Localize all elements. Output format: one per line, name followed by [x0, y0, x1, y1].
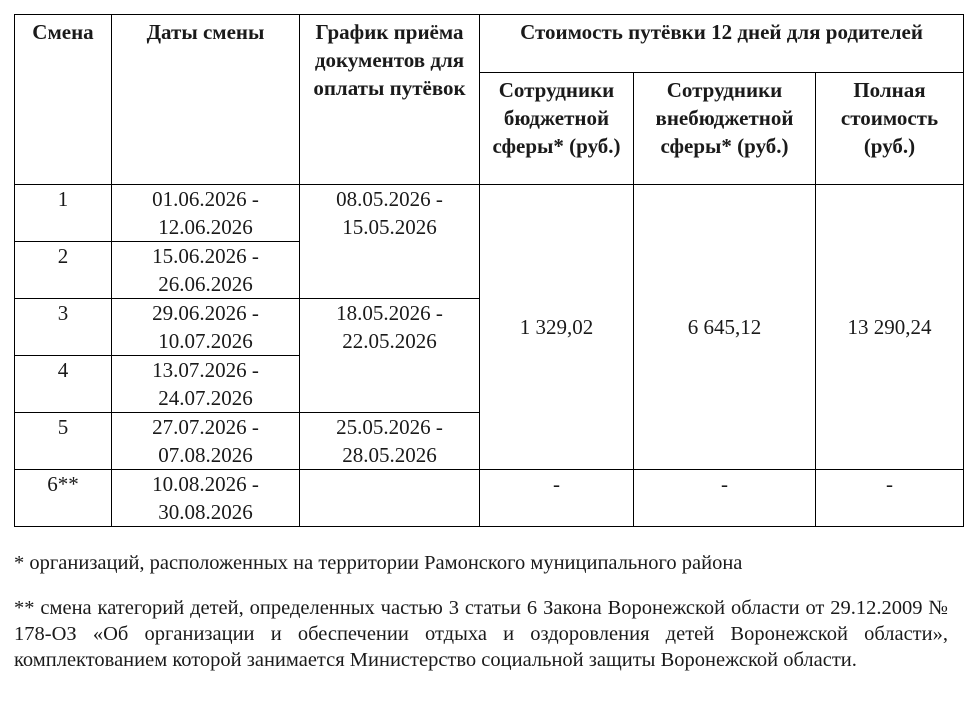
shift-dates: 01.06.2026 - 12.06.2026: [112, 185, 300, 242]
header-budget: Сотрудники бюджетной сферы* (руб.): [480, 73, 634, 185]
header-full-cost: Полная стоимость (руб.): [816, 73, 964, 185]
header-cost-group: Стоимость путёвки 12 дней для родителей: [480, 15, 964, 73]
table-row: [15, 185, 964, 242]
header-dates: Даты смены: [112, 15, 300, 185]
shift-number: 4: [15, 356, 112, 413]
price-full: 13 290,24: [816, 185, 964, 470]
shift-number: 6**: [15, 470, 112, 527]
price-budget: 1 329,02: [480, 185, 634, 470]
footnote-special-shift: ** смена категорий детей, определенных частью 3 статьи 6 Закона Воронежской области от 29.12.2009 № 178-ОЗ «Об организации и обеспечении отдыха и оздоровления детей Воронежской области», комплектованием которой занимается Министерство социальной защиты Воронежской области.: [14, 597, 948, 671]
header-schedule: График приёма документов для оплаты путёвок: [300, 15, 480, 185]
footnote-organizations: * организаций, расположенных на территории Рамонского муниципального района: [14, 552, 743, 574]
schedule-period: [300, 470, 480, 527]
shift-dates: 15.06.2026 - 26.06.2026: [112, 242, 300, 299]
shift-dates: 10.08.2026 - 30.08.2026: [112, 470, 300, 527]
shift-dates: 27.07.2026 - 07.08.2026: [112, 413, 300, 470]
shift-number: 2: [15, 242, 112, 299]
header-shift: Смена: [15, 15, 112, 185]
shift-number: 3: [15, 299, 112, 356]
price-nonbudget: -: [634, 470, 816, 527]
schedule-period: 25.05.2026 - 28.05.2026: [300, 413, 480, 470]
shift-number: 1: [15, 185, 112, 242]
shift-dates: 29.06.2026 - 10.07.2026: [112, 299, 300, 356]
schedule-period: 18.05.2026 - 22.05.2026: [300, 299, 480, 413]
shift-number: 5: [15, 413, 112, 470]
price-full: -: [816, 470, 964, 527]
table-row: [15, 470, 964, 527]
vouchers-table: [14, 14, 964, 527]
shift-dates: 13.07.2026 - 24.07.2026: [112, 356, 300, 413]
price-budget: -: [480, 470, 634, 527]
schedule-period: 08.05.2026 - 15.05.2026: [300, 185, 480, 299]
price-nonbudget: 6 645,12: [634, 185, 816, 470]
header-nonbudget: Сотрудники внебюджетной сферы* (руб.): [634, 73, 816, 185]
